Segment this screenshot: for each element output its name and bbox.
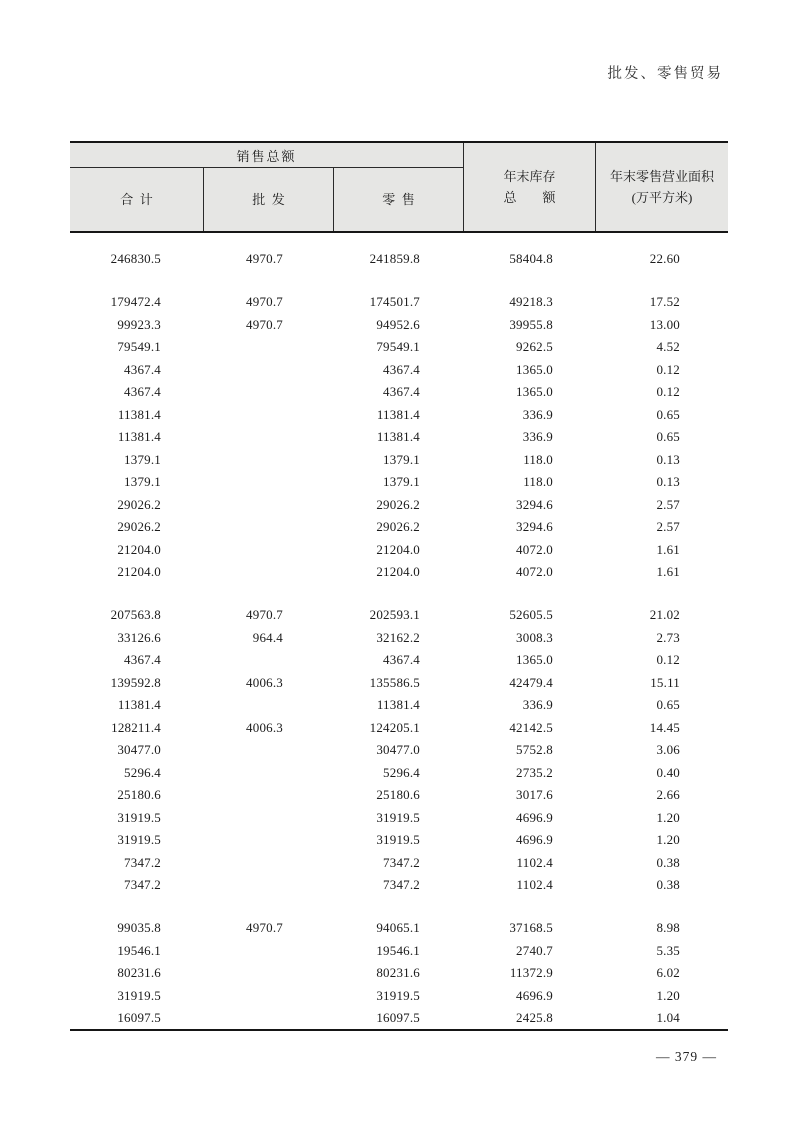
- table-cell: 4072.0: [516, 541, 553, 557]
- table-row: [70, 248, 728, 271]
- table-cell: 0.65: [656, 406, 680, 422]
- table-cell: 118.0: [523, 451, 553, 467]
- table-cell: 13.00: [649, 316, 680, 332]
- table-cell: 4367.4: [124, 384, 161, 399]
- table-cell: 3294.6: [516, 519, 553, 534]
- table-cell: 4367.4: [383, 361, 420, 377]
- table-cell: 80231.6: [376, 965, 420, 980]
- table-cell: 336.9: [522, 406, 553, 422]
- table-row: [70, 627, 728, 650]
- table-cell: 5296.4: [383, 764, 420, 780]
- page-number: — 379 —: [656, 1049, 717, 1064]
- table-cell: 0.38: [656, 877, 680, 892]
- table-cell: 5752.8: [516, 742, 553, 757]
- header-col-inventory-line1: 年末库存: [503, 168, 556, 184]
- table-row: [70, 561, 728, 584]
- table-cell: 0.40: [656, 764, 680, 780]
- table-cell: 964.4: [252, 629, 283, 645]
- header-col-retail-area: [595, 143, 728, 231]
- table-cell: 4696.9: [516, 832, 553, 847]
- table-cell: 11381.4: [117, 406, 161, 422]
- table-cell: 31919.5: [376, 987, 420, 1003]
- table-cell: 1.04: [656, 1010, 680, 1025]
- table-header: [70, 141, 728, 233]
- header-col-wholesale: 批 发: [203, 168, 333, 231]
- table-cell: 0.65: [656, 429, 680, 444]
- table-cell: 99923.3: [117, 316, 161, 332]
- table-cell: 11381.4: [376, 429, 420, 444]
- table-cell: 4006.3: [246, 674, 283, 690]
- table-cell: 79549.1: [117, 339, 161, 354]
- table-cell: 202593.1: [369, 607, 420, 622]
- table-cell: 94952.6: [376, 316, 420, 332]
- table-row: [70, 962, 728, 985]
- header-sales-total-group: 销售总额: [70, 143, 463, 168]
- table-cell: 2735.2: [516, 764, 553, 780]
- table-cell: 1379.1: [124, 474, 161, 489]
- table-cell: 2.57: [656, 496, 680, 512]
- table-cell: 0.12: [656, 652, 680, 667]
- table-cell: 15.11: [650, 674, 680, 690]
- table-row: [70, 404, 728, 427]
- table-cell: 124205.1: [369, 719, 420, 735]
- table-cell: 1365.0: [516, 384, 553, 399]
- table-body: [70, 233, 728, 1031]
- table-cell: 336.9: [522, 697, 553, 712]
- table-cell: 4367.4: [383, 652, 420, 667]
- table-cell: 25180.6: [376, 787, 420, 802]
- table-row: [70, 694, 728, 717]
- table-cell: 22.60: [649, 251, 680, 266]
- table-cell: 80231.6: [117, 965, 161, 980]
- table-cell: 37168.5: [509, 920, 553, 935]
- table-row: [70, 336, 728, 359]
- table-cell: 19546.1: [376, 942, 420, 958]
- table-cell: 4970.7: [246, 316, 283, 332]
- table-cell: 42479.4: [509, 674, 553, 690]
- table-cell: 4970.7: [246, 251, 283, 266]
- table-row: [70, 829, 728, 852]
- table-row: [70, 672, 728, 695]
- table-cell: 207563.8: [110, 607, 161, 622]
- table-cell: 52605.5: [509, 607, 553, 622]
- table-cell: 49218.3: [509, 294, 553, 309]
- table-cell: 4072.0: [516, 564, 553, 579]
- table-cell: 1.20: [656, 809, 680, 825]
- table-cell: 39955.8: [509, 316, 553, 332]
- table-cell: 99035.8: [117, 920, 161, 935]
- table-cell: 21.02: [649, 607, 680, 622]
- statistics-table: [70, 141, 728, 1031]
- table-cell: 4006.3: [246, 719, 283, 735]
- table-cell: 174501.7: [369, 294, 420, 309]
- table-cell: 32162.2: [376, 629, 420, 645]
- table-cell: 11372.9: [509, 965, 553, 980]
- table-cell: 2.57: [656, 519, 680, 534]
- table-cell: 1.61: [656, 541, 680, 557]
- table-cell: 30477.0: [376, 742, 420, 757]
- table-cell: 139592.8: [110, 674, 161, 690]
- table-cell: 1.20: [656, 987, 680, 1003]
- table-cell: 1.20: [656, 832, 680, 847]
- table-cell: 29026.2: [117, 519, 161, 534]
- table-cell: 31919.5: [376, 809, 420, 825]
- table-cell: 31919.5: [117, 832, 161, 847]
- table-cell: 1365.0: [516, 652, 553, 667]
- table-cell: 29026.2: [376, 519, 420, 534]
- table-row: [70, 762, 728, 785]
- table-row: [70, 874, 728, 897]
- table-cell: 29026.2: [376, 496, 420, 512]
- header-col-retail-area-line1: 年末零售营业面积: [609, 168, 714, 184]
- table-cell: 21204.0: [376, 541, 420, 557]
- table-cell: 4367.4: [383, 384, 420, 399]
- table-cell: 4970.7: [246, 920, 283, 935]
- table-cell: 0.38: [656, 854, 680, 870]
- section-gap: [70, 271, 728, 292]
- table-cell: 21204.0: [117, 564, 161, 579]
- table-cell: 42142.5: [509, 719, 553, 735]
- table-cell: 9262.5: [516, 339, 553, 354]
- table-row: [70, 449, 728, 472]
- table-row: [70, 649, 728, 672]
- section-gap: [70, 897, 728, 918]
- table-cell: 3017.6: [516, 787, 553, 802]
- table-cell: 1102.4: [516, 854, 553, 870]
- table-cell: 7347.2: [383, 854, 420, 870]
- table-row: [70, 807, 728, 830]
- table-cell: 2740.7: [516, 942, 553, 958]
- table-cell: 3008.3: [516, 629, 553, 645]
- table-row: [70, 917, 728, 940]
- table-cell: 2.66: [656, 787, 680, 802]
- table-row: [70, 604, 728, 627]
- table-cell: 118.0: [523, 474, 553, 489]
- table-row: [70, 359, 728, 382]
- table-cell: 21204.0: [376, 564, 420, 579]
- table-cell: 19546.1: [117, 942, 161, 958]
- table-cell: 7347.2: [124, 854, 161, 870]
- table-cell: 3294.6: [516, 496, 553, 512]
- table-cell: 11381.4: [117, 429, 161, 444]
- table-cell: 4.52: [656, 339, 680, 354]
- table-cell: 33126.6: [117, 629, 161, 645]
- table-cell: 7347.2: [124, 877, 161, 892]
- table-cell: 1379.1: [124, 451, 161, 467]
- table-cell: 4696.9: [516, 987, 553, 1003]
- table-cell: 3.06: [656, 742, 680, 757]
- table-cell: 0.12: [656, 384, 680, 399]
- table-cell: 128211.4: [111, 719, 161, 735]
- table-cell: 21204.0: [117, 541, 161, 557]
- table-cell: 94065.1: [376, 920, 420, 935]
- table-row: [70, 426, 728, 449]
- table-cell: 1379.1: [383, 451, 420, 467]
- table-cell: 0.13: [656, 451, 680, 467]
- header-col-inventory-line2: 总 额: [503, 190, 556, 205]
- table-cell: 11381.4: [376, 697, 420, 712]
- table-cell: 0.12: [656, 361, 680, 377]
- table-row: [70, 471, 728, 494]
- table-cell: 17.52: [649, 294, 680, 309]
- table-row: [70, 494, 728, 517]
- table-row: [70, 314, 728, 337]
- table-cell: 0.13: [656, 474, 680, 489]
- table-row: [70, 1007, 728, 1030]
- header-col-retail-area-line2: (万平方米): [631, 190, 693, 205]
- table-row: [70, 784, 728, 807]
- table-cell: 179472.4: [110, 294, 161, 309]
- table-cell: 1379.1: [383, 474, 420, 489]
- table-cell: 31919.5: [376, 832, 420, 847]
- table-cell: 2425.8: [516, 1010, 553, 1025]
- header-col-total: 合 计: [120, 191, 153, 207]
- table-cell: 25180.6: [117, 787, 161, 802]
- table-cell: 79549.1: [376, 339, 420, 354]
- table-cell: 336.9: [522, 429, 553, 444]
- table-cell: 241859.8: [369, 251, 420, 266]
- table-cell: 4367.4: [124, 652, 161, 667]
- table-cell: 2.73: [656, 629, 680, 645]
- header-col-inventory: [463, 143, 595, 231]
- table-cell: 4970.7: [246, 294, 283, 309]
- table-cell: 11381.4: [376, 406, 420, 422]
- table-row: [70, 539, 728, 562]
- table-row: [70, 516, 728, 539]
- table-cell: 246830.5: [110, 251, 161, 266]
- table-cell: 5296.4: [124, 764, 161, 780]
- section-gap: [70, 584, 728, 605]
- table-row: [70, 381, 728, 404]
- table-cell: 30477.0: [117, 742, 161, 757]
- running-head: 批发、零售贸易: [607, 66, 723, 82]
- table-row: [70, 852, 728, 875]
- table-cell: 58404.8: [509, 251, 553, 266]
- table-cell: 29026.2: [117, 496, 161, 512]
- table-cell: 16097.5: [117, 1010, 161, 1025]
- table-row: [70, 739, 728, 762]
- table-cell: 8.98: [656, 920, 680, 935]
- table-cell: 135586.5: [369, 674, 420, 690]
- table-cell: 1365.0: [516, 361, 553, 377]
- table-cell: 11381.4: [117, 697, 161, 712]
- table-cell: 0.65: [656, 697, 680, 712]
- table-row: [70, 985, 728, 1008]
- table-cell: 4367.4: [124, 361, 161, 377]
- table-cell: 1.61: [656, 564, 680, 579]
- table-cell: 1102.4: [516, 877, 553, 892]
- table-cell: 4970.7: [246, 607, 283, 622]
- table-row: [70, 717, 728, 740]
- table-cell: 7347.2: [383, 877, 420, 892]
- table-cell: 14.45: [649, 719, 680, 735]
- table-row: [70, 291, 728, 314]
- header-col-retail: 零 售: [333, 168, 463, 231]
- table-cell: 31919.5: [117, 987, 161, 1003]
- table-cell: 4696.9: [516, 809, 553, 825]
- table-cell: 6.02: [656, 965, 680, 980]
- table-row: [70, 940, 728, 963]
- table-cell: 31919.5: [117, 809, 161, 825]
- table-cell: 16097.5: [376, 1010, 420, 1025]
- table-cell: 5.35: [656, 942, 680, 958]
